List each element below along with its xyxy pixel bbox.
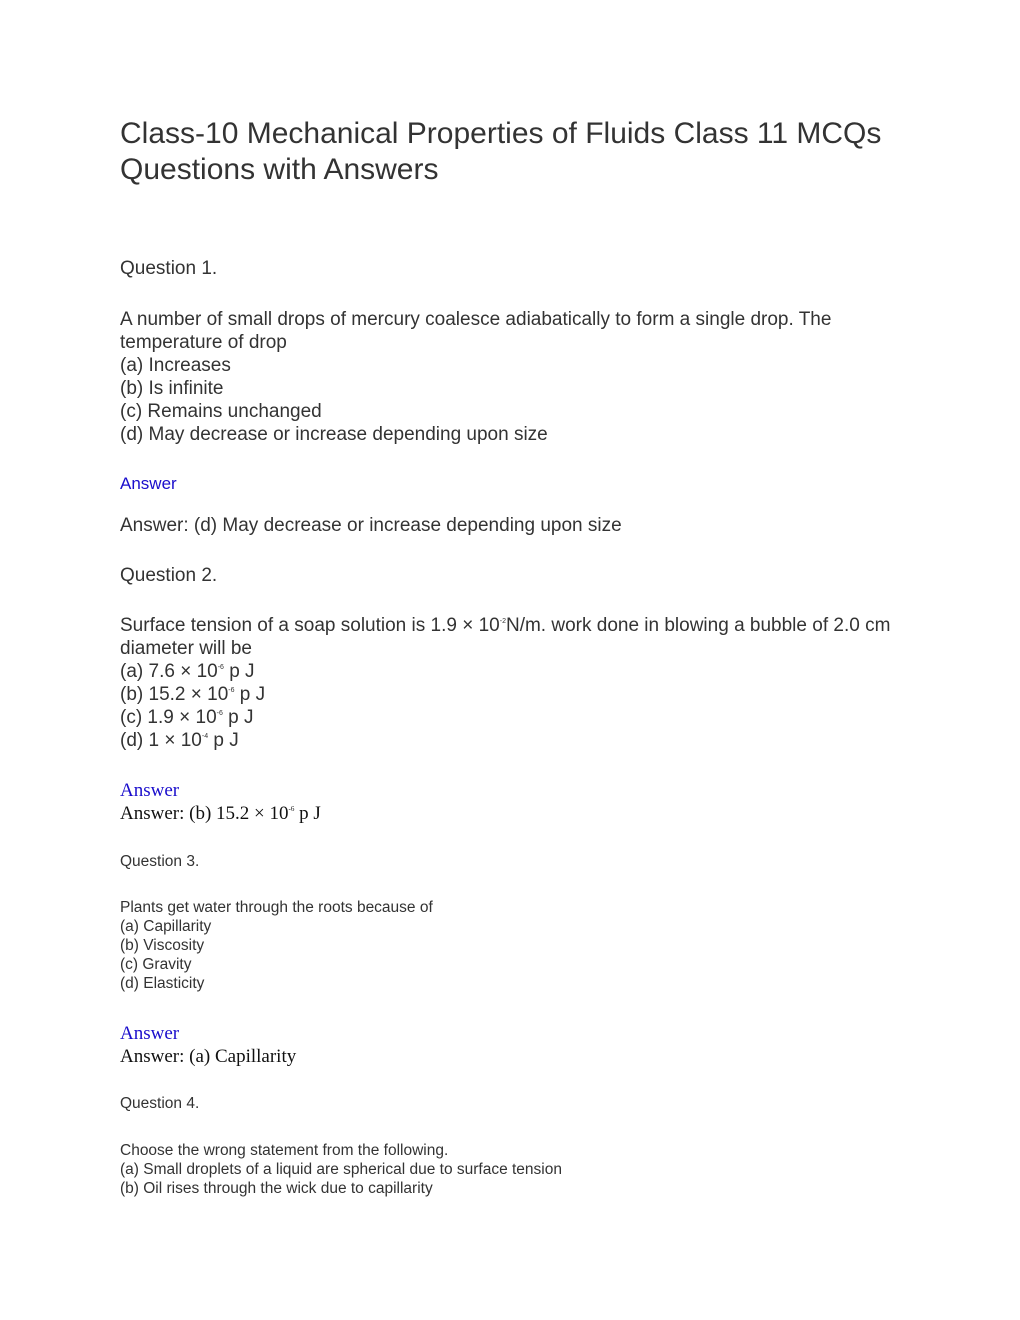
question-4-body <box>120 1141 562 1198</box>
question-2-answer: Answer: (b) $15.2 \times 10^{-6}$ p J <box>120 803 321 824</box>
question-2-body <box>120 614 910 752</box>
question-1-option-c: (c) Remains unchanged <box>120 401 322 422</box>
question-3-answer: Answer: (a) Capillarity <box>120 1046 297 1067</box>
question-1-option-a: (a) Increases <box>120 355 231 376</box>
question-1-body <box>120 308 910 446</box>
question-1-label: Question 1. <box>120 258 218 279</box>
question-2-option-a: (a) $7.6 \times 10^{-6}$ p J <box>120 661 255 682</box>
question-4-option-b: (b) Oil rises through the wick due to capillarity <box>120 1180 433 1197</box>
question-1-option-b: (b) Is infinite <box>120 378 224 399</box>
question-3-option-a: (a) Capillarity <box>120 918 212 935</box>
question-2-option-d: (d) $1 \times 10^{-4}$ p J <box>120 730 239 751</box>
page-title: Class-10 Mechanical Properties of Fluids Class 11 MCQs Questions with Answers <box>120 117 882 186</box>
question-4-text: Choose the wrong statement from the following. <box>120 1142 449 1159</box>
question-1-option-d: (d) May decrease or increase depending upon size <box>120 424 548 445</box>
question-2-text: Surface tension of a soap solution is $1.9 \times 10^{-2}N/m$. work done in blowing a bubble of 2.0 cm diameter will be <box>120 615 891 659</box>
document-page <box>120 0 920 1320</box>
question-2-option-c: (c) $1.9 \times 10^{-6}$ p J <box>120 707 254 728</box>
question-3-option-d: (d) Elasticity <box>120 975 205 992</box>
question-3-option-c: (c) Gravity <box>120 956 192 973</box>
question-2-label: Question 2. <box>120 565 218 586</box>
question-1-text: A number of small drops of mercury coalesce adiabatically to form a single drop. The temperature of drop <box>120 309 832 353</box>
question-3-body <box>120 898 433 993</box>
question-3-option-b: (b) Viscosity <box>120 937 205 954</box>
question-1-answer-link[interactable]: Answer <box>120 474 177 493</box>
question-4-label: Question 4. <box>120 1095 200 1112</box>
question-2-option-b: (b) $15.2 \times 10^{-6}$ p J <box>120 684 266 705</box>
question-2-answer-link[interactable]: Answer <box>120 780 180 801</box>
question-1-answer: Answer: (d) May decrease or increase depending upon size <box>120 515 622 536</box>
question-3-text: Plants get water through the roots because of <box>120 899 433 916</box>
question-4-option-a: (a) Small droplets of a liquid are spherical due to surface tension <box>120 1161 562 1178</box>
question-3-answer-link[interactable]: Answer <box>120 1023 180 1044</box>
question-3-label: Question 3. <box>120 853 200 870</box>
